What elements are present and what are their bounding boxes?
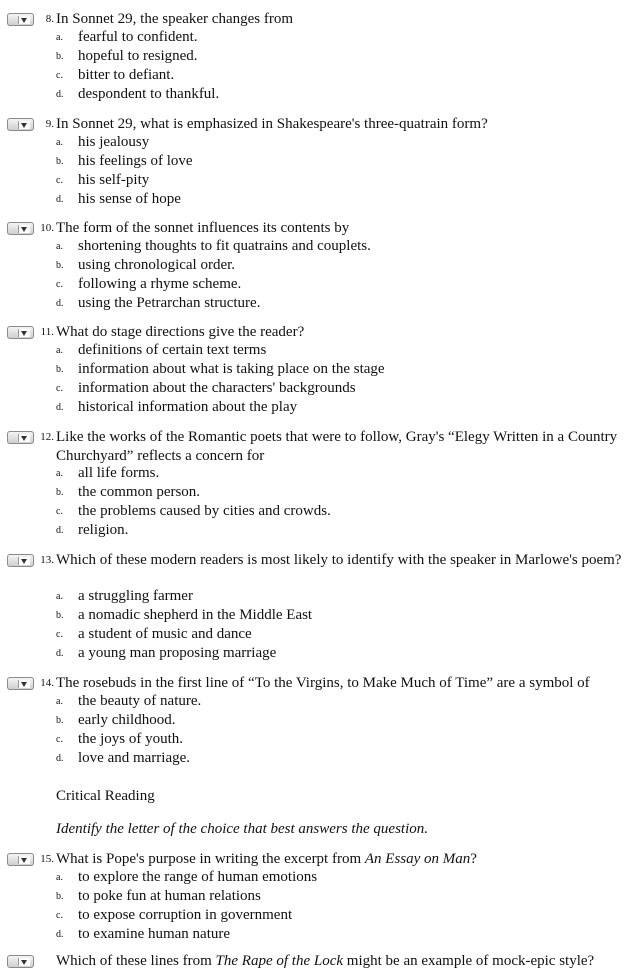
choice — [56, 172, 616, 191]
chevron-down-icon — [18, 225, 30, 233]
choice-letter: d. — [56, 929, 64, 940]
question-number: 11. — [40, 326, 54, 338]
choice-letter: b. — [56, 260, 64, 271]
choice-letter: c. — [56, 175, 63, 186]
choice-letter: b. — [56, 610, 64, 621]
question-text-part: What is Pope's purpose in writing the excerpt from — [56, 851, 365, 867]
answer-dropdown[interactable] — [7, 222, 34, 235]
choice — [56, 48, 616, 67]
question-number: 15. — [40, 853, 54, 865]
choice — [56, 153, 616, 172]
choice-letter: d. — [56, 298, 64, 309]
choice-letter: c. — [56, 734, 63, 745]
choice-letter: a. — [56, 591, 63, 602]
choice — [56, 399, 616, 418]
answer-dropdown[interactable] — [7, 853, 34, 866]
choice — [56, 522, 616, 541]
answer-dropdown[interactable] — [7, 955, 34, 968]
choice-text: bitter to defiant. — [78, 67, 175, 83]
choice-letter: a. — [56, 345, 63, 356]
choice-letter: c. — [56, 629, 63, 640]
choice — [56, 712, 616, 731]
chevron-down-icon — [18, 856, 30, 864]
choice-text: a young man proposing marriage — [78, 645, 277, 661]
choice-letter: b. — [56, 51, 64, 62]
choice-text: to expose corruption in government — [78, 907, 293, 923]
choice — [56, 29, 616, 48]
choice — [56, 380, 616, 399]
answer-dropdown[interactable] — [7, 431, 34, 444]
choice — [56, 645, 616, 664]
choice — [56, 888, 616, 907]
choice — [56, 731, 616, 750]
choice-text: the joys of youth. — [78, 731, 183, 747]
choice-text: the common person. — [78, 484, 201, 500]
choice-text: all life forms. — [78, 465, 160, 481]
choice — [56, 607, 616, 626]
choice-text: early childhood. — [78, 712, 176, 728]
choice-text: information about what is taking place on the stage — [78, 361, 385, 377]
choice — [56, 238, 616, 257]
question-text: In Sonnet 29, what is emphasized in Shakespeare's three-quatrain form? — [56, 116, 488, 132]
choice — [56, 503, 616, 522]
choice-letter: c. — [56, 383, 63, 394]
answer-dropdown[interactable] — [7, 13, 34, 26]
choice — [56, 191, 616, 210]
choice-text: to poke fun at human relations — [78, 888, 261, 904]
question-number: 12. — [40, 431, 54, 443]
choice — [56, 134, 616, 153]
choice-text: his sense of hope — [78, 191, 181, 207]
choice-letter: d. — [56, 648, 64, 659]
answer-dropdown[interactable] — [7, 677, 34, 690]
chevron-down-icon — [18, 16, 30, 24]
choice-letter: c. — [56, 70, 63, 81]
choice-text: his feelings of love — [78, 153, 193, 169]
answer-dropdown[interactable] — [7, 118, 34, 131]
choice-text: love and marriage. — [78, 750, 191, 766]
choice-letter: b. — [56, 487, 64, 498]
choice-letter: d. — [56, 402, 64, 413]
choice-text: a nomadic shepherd in the Middle East — [78, 607, 313, 623]
choice — [56, 484, 616, 503]
choice — [56, 342, 616, 361]
choice — [56, 926, 616, 945]
choice — [56, 869, 616, 888]
choice — [56, 907, 616, 926]
choice-letter: a. — [56, 241, 63, 252]
choice-letter: a. — [56, 137, 63, 148]
choice-text: to examine human nature — [78, 926, 231, 942]
choice-text: the problems caused by cities and crowds. — [78, 503, 331, 519]
choice-letter: d. — [56, 753, 64, 764]
question-text: The form of the sonnet influences its contents by — [56, 220, 350, 236]
choice — [56, 295, 616, 314]
choice — [56, 626, 616, 645]
question-text: Like the works of the Romantic poets that were to follow, Gray's “Elegy Written in a Country Churchyard” reflects a concern for — [56, 429, 618, 464]
choice — [56, 750, 616, 769]
question-text — [56, 850, 628, 869]
work-title: The Rape of the Lock — [215, 953, 344, 969]
choice-letter: a. — [56, 696, 63, 707]
choice-text: definitions of certain text terms — [78, 342, 267, 358]
choice-text: using chronological order. — [78, 257, 236, 273]
choice-text: shortening thoughts to fit quatrains and couplets. — [78, 238, 371, 254]
choice-letter: b. — [56, 364, 64, 375]
section-instructions: Identify the letter of the choice that best answers the question. — [56, 821, 429, 837]
question-text-part: ? — [470, 851, 477, 867]
choice-letter: b. — [56, 715, 64, 726]
choice-letter: d. — [56, 89, 64, 100]
chevron-down-icon — [18, 434, 30, 442]
choice-letter: d. — [56, 194, 64, 205]
answer-dropdown[interactable] — [7, 554, 34, 567]
choice-letter: a. — [56, 872, 63, 883]
choice — [56, 257, 616, 276]
choice — [56, 588, 616, 607]
choice-text: despondent to thankful. — [78, 86, 220, 102]
choice-text: the beauty of nature. — [78, 693, 202, 709]
choice-text: information about the characters' backgrounds — [78, 380, 356, 396]
choice-text: his jealousy — [78, 134, 150, 150]
choice-letter: b. — [56, 891, 64, 902]
choice-text: fearful to confident. — [78, 29, 198, 45]
choice — [56, 465, 616, 484]
chevron-down-icon — [18, 557, 30, 565]
question-number: 8. — [45, 13, 54, 25]
question-number: 10. — [40, 222, 54, 234]
chevron-down-icon — [18, 121, 30, 129]
choice — [56, 693, 616, 712]
choice-letter: a. — [56, 32, 63, 43]
choice-letter: c. — [56, 910, 63, 921]
choice-text: a struggling farmer — [78, 588, 193, 604]
question-number: 14. — [40, 677, 54, 689]
question-text: In Sonnet 29, the speaker changes from — [56, 11, 294, 27]
question-text: Which of these modern readers is most likely to identify with the speaker in Marlowe's poem? — [56, 552, 622, 568]
chevron-down-icon — [18, 680, 30, 688]
choice-text: using the Petrarchan structure. — [78, 295, 261, 311]
choice-letter: a. — [56, 468, 63, 479]
question-text-part: might be an example of mock-epic style? — [343, 953, 595, 969]
chevron-down-icon — [18, 329, 30, 337]
choice — [56, 361, 616, 380]
choice — [56, 67, 616, 86]
section-title: Critical Reading — [56, 788, 155, 804]
choice — [56, 276, 616, 295]
choice-text: historical information about the play — [78, 399, 298, 415]
choice-text: following a rhyme scheme. — [78, 276, 242, 292]
choice-text: to explore the range of human emotions — [78, 869, 318, 885]
work-title: An Essay on Man — [364, 851, 471, 867]
question-text: The rosebuds in the first line of “To the Virgins, to Make Much of Time” are a symbol of — [56, 675, 590, 691]
choice-text: his self-pity — [78, 172, 150, 188]
question-text — [56, 952, 628, 971]
question-text-part: Which of these lines from — [56, 953, 216, 969]
choice-letter: c. — [56, 506, 63, 517]
chevron-down-icon — [18, 958, 30, 966]
answer-dropdown[interactable] — [7, 326, 34, 339]
question-text: What do stage directions give the reader? — [56, 324, 305, 340]
choice — [56, 86, 616, 105]
question-number: 13. — [40, 554, 54, 566]
choice-text: hopeful to resigned. — [78, 48, 198, 64]
choice-text: religion. — [78, 522, 129, 538]
choice-text: a student of music and dance — [78, 626, 252, 642]
choice-letter: c. — [56, 279, 63, 290]
question-number: 9. — [45, 118, 54, 130]
choice-letter: d. — [56, 525, 64, 536]
choice-letter: b. — [56, 156, 64, 167]
